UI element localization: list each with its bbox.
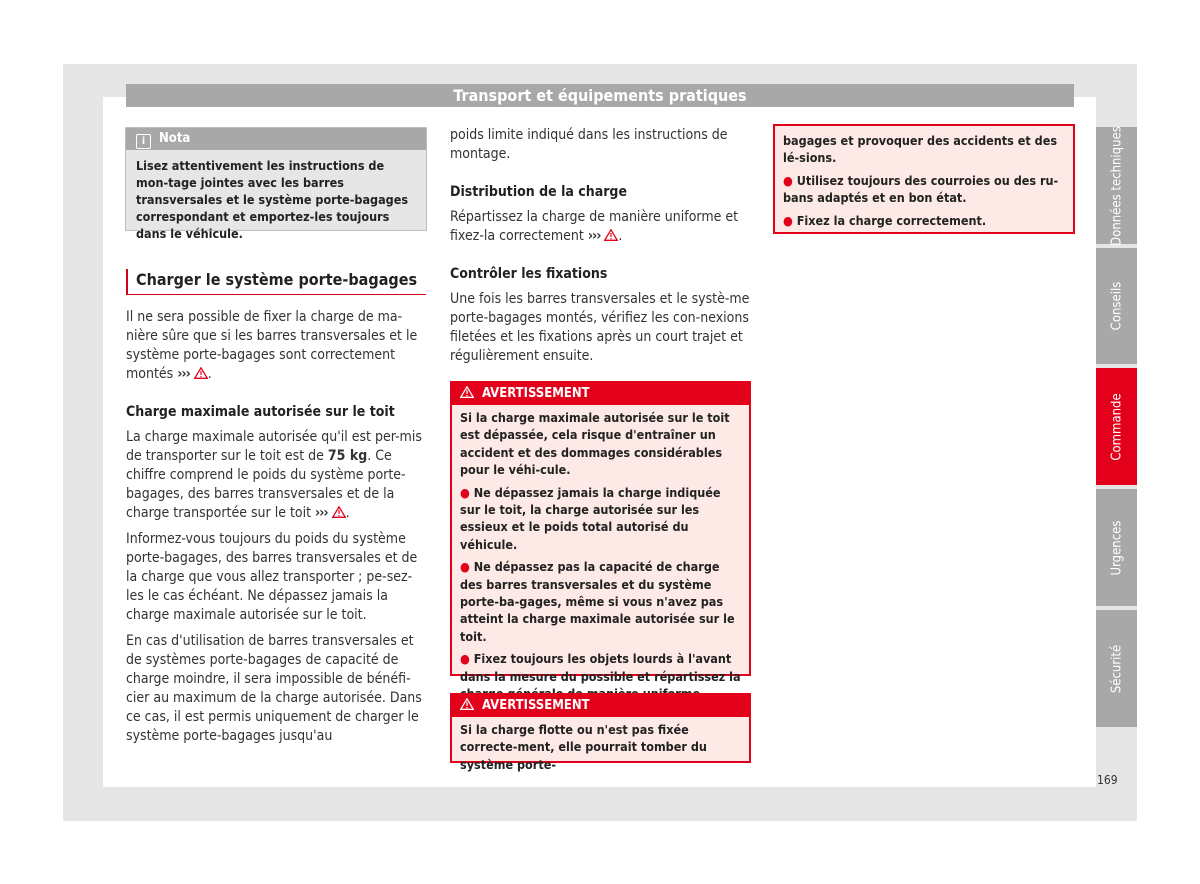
paragraph-intro: Il ne sera possible de fixer la charge de ma-nière sûre que si les barres transversales et le système porte-bagages sont correctement montés ››› .	[126, 309, 418, 382]
warning-triangle-icon	[604, 229, 618, 241]
note-label: Nota	[159, 131, 191, 146]
warning-box-2	[450, 693, 751, 772]
cross-reference-arrows-icon[interactable]: ›››	[315, 505, 328, 521]
heading-distribution: Distribution de la charge	[450, 184, 627, 200]
warning-body	[452, 717, 749, 773]
heading-max-load: Charge maximale autorisée sur le toit	[126, 404, 395, 420]
tab-securite[interactable]: Sécurité	[1096, 610, 1137, 727]
bullet-icon: ●	[460, 484, 470, 500]
warning-header	[452, 695, 749, 717]
warning-item: ● Fixez la charge correctement.	[783, 212, 987, 228]
paragraph-case: En cas d'utilisation de barres transversales et de systèmes porte-bagages de capacité de charge moindre, il sera impossible de bénéfi-cier au maximum de la charge autorisée. Dans ce cas, il est permis uniquement de charger le système porte-bagages jusqu'au	[126, 633, 422, 744]
paragraph-check-fixings: Une fois les barres transversales et le systè-me porte-bagages montés, vérifiez les con-nexions filetées et les fixations après un court trajet et régulièrement ensuite.	[450, 291, 750, 364]
warning-intro: bagages et provoquer des accidents et des lé-sions.	[783, 133, 1058, 166]
warning-triangle-icon	[460, 698, 474, 710]
warning-label: AVERTISSEMENT	[482, 386, 590, 401]
warning-item: ● Fixez toujours les objets lourds à l'avant dans la mesure du possible et répartissez la	[460, 651, 741, 684]
tab-donnees-techniques[interactable]: Données techniques	[1096, 127, 1137, 244]
cross-reference-arrows-icon[interactable]: ›››	[587, 228, 601, 244]
note-header	[126, 128, 426, 150]
warning-triangle-icon	[332, 506, 346, 518]
cross-reference-arrows-icon[interactable]: ›››	[177, 366, 190, 382]
paragraph-max-load: La charge maximale autorisée qu'il est per-mis de transporter sur le toit est de 75 kg. Ce chiffre comprend le poids du système porte-bagages, des barres transversales et de la charge transportée sur le toit ››› .	[126, 429, 422, 521]
page-number: 169	[1097, 773, 1118, 787]
chapter-title: Transport et équipements pratiques	[453, 86, 747, 105]
max-load-value: 75 kg	[327, 448, 368, 464]
warning-intro: Si la charge maximale autorisée sur le toit est dépassée, cela risque d'entraîner un accident et des dommages considérables pour le véhi-cule.	[460, 410, 730, 478]
warning-item: ● Ne dépassez pas la capacité de charge des barres transversales et du système porte-ba-gages, même si vous n'avez pas atteint la charge maximale autorisée sur le toit.	[460, 559, 735, 644]
warning-body	[775, 126, 1073, 229]
bullet-icon: ●	[783, 212, 793, 228]
heading-check-fixings: Contrôler les fixations	[450, 266, 608, 282]
bullet-icon: ●	[783, 172, 793, 188]
warning-label: AVERTISSEMENT	[482, 698, 590, 713]
note-text: Lisez attentivement les instructions de mon-tage jointes avec les barres transversales et le système porte-bagages correspondant et emportez-les toujours dans le véhicule.	[136, 158, 409, 241]
section-title: Charger le système porte-bagages	[126, 269, 426, 295]
warning-intro: Si la charge flotte ou n'est pas fixée correcte-ment, elle pourrait tomber du système porte-	[460, 722, 707, 772]
tab-conseils[interactable]: Conseils	[1096, 248, 1137, 364]
column-left	[126, 308, 426, 746]
bullet-icon: ●	[460, 651, 470, 667]
tab-urgences[interactable]: Urgences	[1096, 489, 1137, 606]
paragraph-continued: poids limite indiqué dans les instructions de montage.	[450, 127, 728, 162]
warning-box-1	[450, 381, 751, 684]
note-box	[125, 127, 427, 241]
warning-item: ● Utilisez toujours des courroies ou des ru-bans adaptés et en bon état.	[783, 172, 1059, 206]
tab-commande[interactable]: Commande	[1096, 368, 1137, 485]
warning-triangle-icon	[460, 386, 474, 398]
bullet-icon: ●	[460, 559, 470, 575]
column-middle	[450, 126, 750, 366]
paragraph-inform: Informez-vous toujours du poids du système porte-bagages, des barres transversales et de la charge que vous allez transporter ; pe-sez-les le cas échéant. Ne dépassez jamais la charge maximale autorisée sur le toit.	[126, 531, 418, 623]
chapter-header	[126, 84, 1074, 107]
info-icon: i	[136, 134, 151, 149]
warning-body	[452, 405, 749, 703]
warning-continuation-box	[773, 124, 1075, 234]
warning-triangle-icon	[194, 367, 208, 379]
warning-item: ● Ne dépassez jamais la charge indiquée sur le toit, la charge autorisée sur les essieux et le poids total autorisé du véhicule.	[460, 484, 721, 552]
warning-header	[452, 383, 749, 405]
paragraph-distribution: Répartissez la charge de manière uniforme et fixez-la correctement ››› .	[450, 209, 739, 244]
